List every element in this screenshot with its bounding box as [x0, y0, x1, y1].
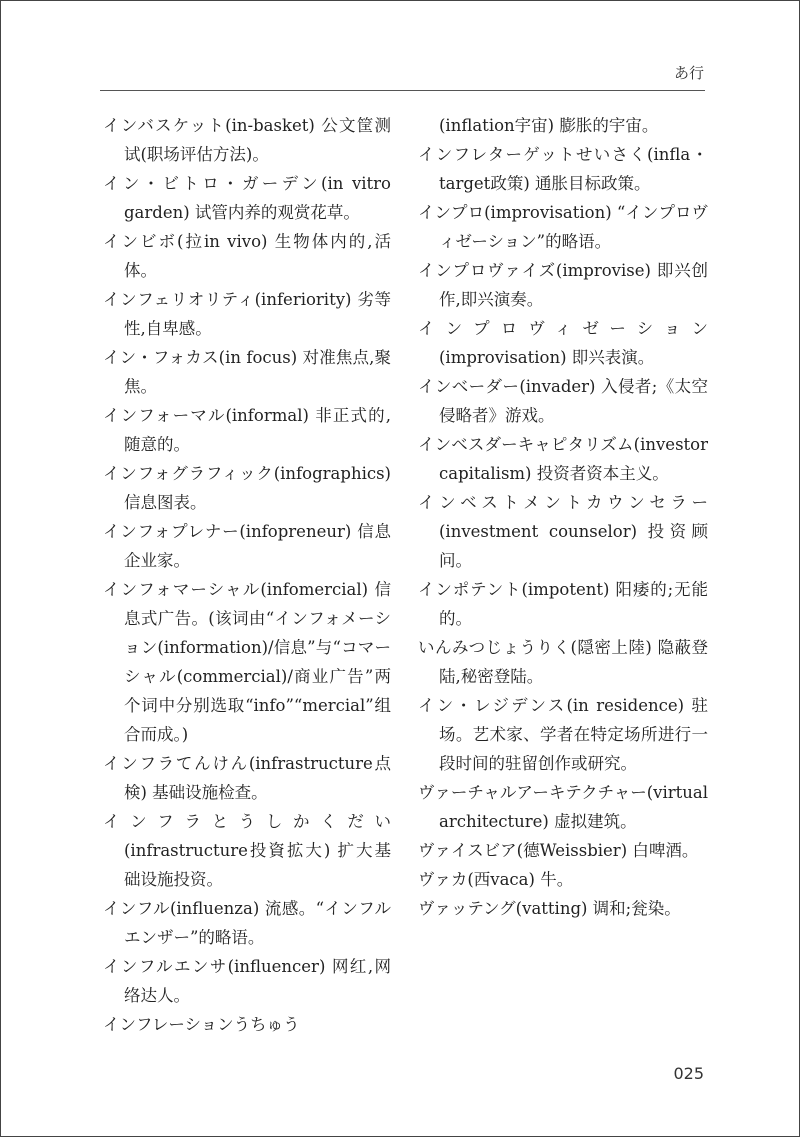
dictionary-entry: インビボ(拉in vivo) 生物体内的,活体。 — [103, 232, 391, 280]
dictionary-entry: インベスダーキャピタリズム(investor capitalism) 投资者资本主义。 — [418, 435, 708, 483]
dictionary-entry: いんみつじょうりく(隠密上陸) 隐蔽登陆,秘密登陆。 — [418, 638, 708, 686]
dictionary-entry: インフェリオリティ(inferiority) 劣等性,自卑感。 — [103, 290, 391, 338]
dictionary-entry: インフル(influenza) 流感。“インフルエンザー”的略语。 — [103, 899, 391, 947]
right-column — [418, 111, 708, 923]
dictionary-entry: インフォグラフィック(infographics) 信息图表。 — [103, 464, 391, 512]
dictionary-entry: ヴァーチャルアーキテクチャー(virtual architecture) 虚拟建筑。 — [418, 783, 708, 831]
left-column — [103, 111, 391, 1039]
dictionary-entry: インフォマーシャル(infomercial) 信息式广告。(该词由“インフォメーション(information)/信息”与“コマーシャル(commercial)/商业广告”两个词中分别选取“info”“mercial”组合而成。) — [103, 580, 391, 744]
dictionary-entry: インベーダー(invader) 入侵者;《太空侵略者》游戏。 — [418, 377, 708, 425]
dictionary-entry: インポテント(impotent) 阳痿的;无能的。 — [418, 580, 708, 628]
dictionary-entry: インバスケット(in-basket) 公文筐测试(职场评估方法)。 — [103, 116, 391, 164]
dictionary-entry: インフォプレナー(infopreneur) 信息企业家。 — [103, 522, 391, 570]
header-rule — [100, 90, 705, 91]
dictionary-entry-continued: (inflation宇宙) 膨胀的宇宙。 — [439, 116, 659, 135]
page-number: 025 — [673, 1064, 704, 1083]
dictionary-entry: ヴァカ(西vaca) 牛。 — [418, 870, 574, 889]
dictionary-entry: ヴァイスビア(德Weissbier) 白啤酒。 — [418, 841, 699, 860]
dictionary-entry: イン・ビトロ・ガーデン(in vitro garden) 试管内养的观赏花草。 — [103, 174, 391, 222]
dictionary-entry: イン・フォカス(in focus) 对准焦点,聚焦。 — [103, 348, 391, 396]
dictionary-entry: インフォーマル(informal) 非正式的,随意的。 — [103, 406, 391, 454]
running-head: あ行 — [673, 64, 704, 82]
dictionary-entry: インフラてんけん(infrastructure点検) 基础设施检查。 — [103, 754, 391, 802]
dictionary-entry: イン・レジデンス(in residence) 驻场。艺术家、学者在特定场所进行一段时间的驻留创作或研究。 — [418, 696, 708, 773]
dictionary-entry: インフレターゲットせいさく(infla・target政策) 通胀目标政策。 — [418, 145, 708, 193]
dictionary-entry: ヴァッテング(vatting) 调和;瓮染。 — [418, 899, 681, 918]
dictionary-entry: インプロ(improvisation) “インプロヴィゼーション”的略语。 — [418, 203, 708, 251]
dictionary-entry: インフラとうしかくだい(infrastructure投資拡大) 扩大基础设施投资。 — [103, 812, 391, 889]
dictionary-entry: インプロヴィゼーション(improvisation) 即兴表演。 — [418, 319, 708, 367]
dictionary-entry: インプロヴァイズ(improvise) 即兴创作,即兴演奏。 — [418, 261, 708, 309]
dictionary-entry: インフレーションうちゅう — [103, 1015, 300, 1034]
dictionary-entry: インフルエンサ(influencer) 网红,网络达人。 — [103, 957, 391, 1005]
dictionary-entry: インベストメントカウンセラー(investment counselor) 投资顾问。 — [418, 493, 708, 570]
